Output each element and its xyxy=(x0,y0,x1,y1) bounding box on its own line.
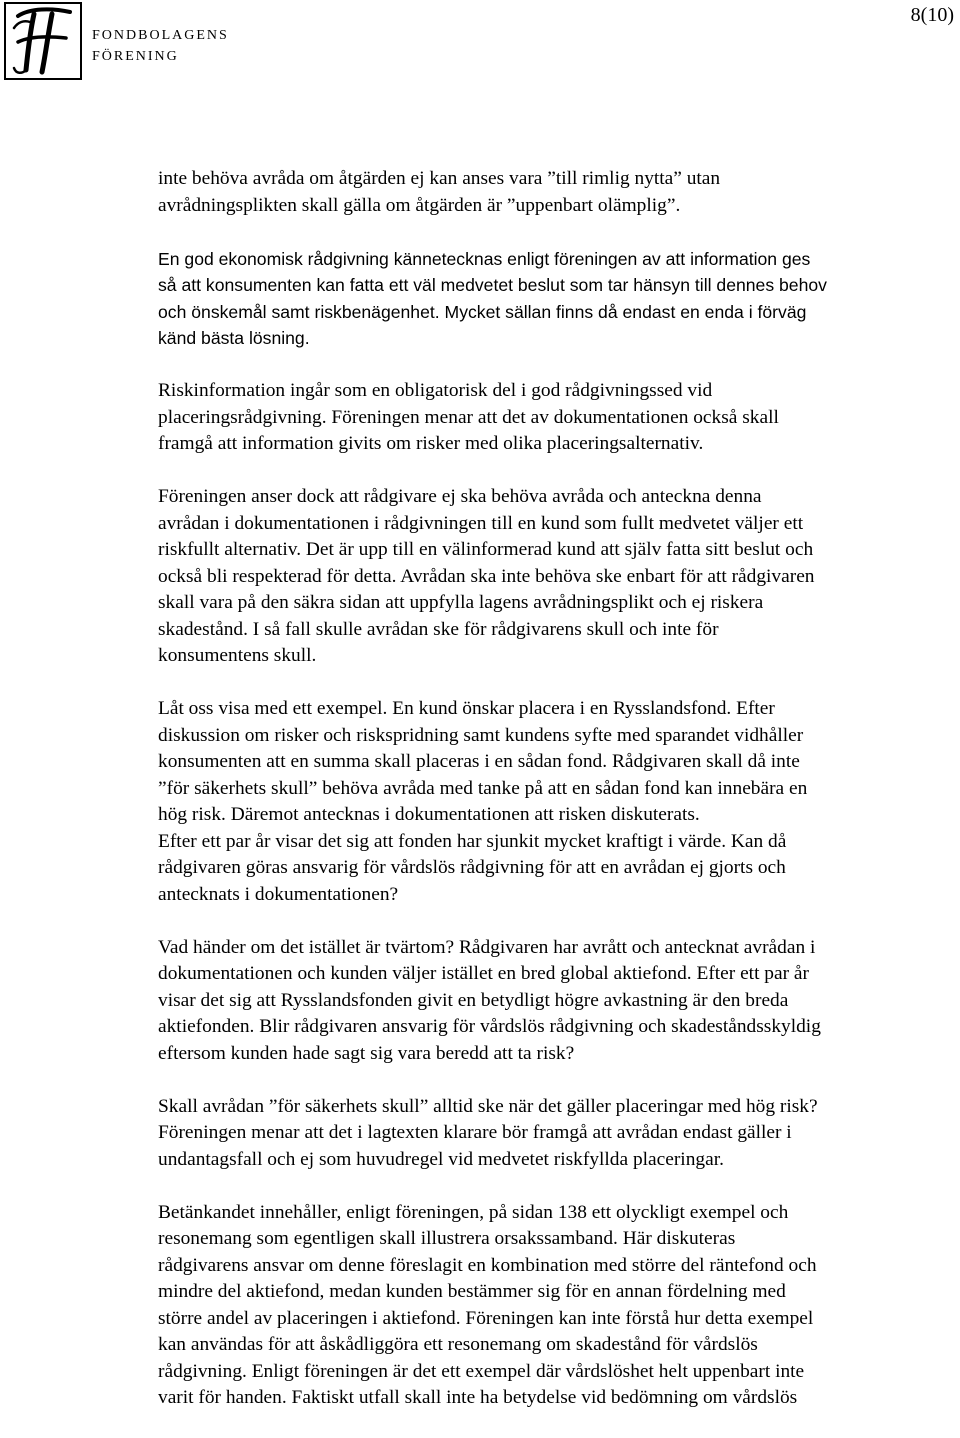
text-line: Skall avrådan ”för säkerhets skull” alltid ske när det gäller placeringar med hög risk? xyxy=(158,1095,818,1117)
text-line: aktiefonden. Blir rådgivaren ansvarig för vårdslös rådgivning och skadeståndsskyldig xyxy=(158,1016,821,1037)
text-line: mindre del aktiefond, medan kunden bestämmer sig för en annan fördelning med xyxy=(158,1281,786,1302)
text-line: Föreningen anser dock att rådgivare ej ska behöva avråda och anteckna denna xyxy=(158,486,762,507)
text-line: visar det sig att Rysslandsfonden givit en betydligt högre avkastning är den breda xyxy=(158,989,789,1011)
organization-name-line2: FÖRENING xyxy=(92,49,179,64)
paragraph-8 xyxy=(158,1200,948,1412)
text-line: konsumenten att en summa skall placeras i en sådan fond. Rådgivaren skall då inte xyxy=(158,751,800,772)
text-line: hög risk. Däremot antecknas i dokumentationen att risken diskuterats. xyxy=(158,804,700,825)
text-line: större andel av placeringen i aktiefond. Föreningen kan inte förstå hur detta exempel xyxy=(158,1307,814,1329)
text-line: rådgivning. Enligt föreningen är det ett exempel där vårdslöshet helt uppenbart inte xyxy=(158,1360,805,1382)
text-line: riskfullt alternativ. Det är upp till en välinformerad kund att själv fatta sitt beslut och xyxy=(158,539,814,560)
text-line: framgå att information givits om risker med olika placeringsalternativ. xyxy=(158,433,704,454)
text-line: kan användas för att åskådliggöra ett resonemang om skadestånd för vårdslös xyxy=(158,1334,758,1355)
text-line: Föreningen menar att det i lagtexten klarare bör framgå att avrådan endast gäller i xyxy=(158,1122,792,1143)
text-line: Vad händer om det istället är tvärtom? Rådgivaren har avrått och antecknat avrådan i xyxy=(158,936,816,958)
text-line: skall vara på den säkra sidan att uppfylla lagens avrådningsplikt och ej riskera xyxy=(158,592,764,613)
paragraph-1 xyxy=(158,166,948,219)
text-line: Riskinformation ingår som en obligatorisk del i god rådgivningssed vid xyxy=(158,380,713,401)
text-line: antecknats i dokumentationen? xyxy=(158,883,399,905)
text-line: skadestånd. I så fall skulle avrådan ske för rådgivarens skull och inte för xyxy=(158,618,719,640)
text-line: rådgivaren göras ansvarig för vårdslös rådgivning för att en avrådan ej gjorts och xyxy=(158,857,786,878)
text-line: inte behöva avråda om åtgärden ej kan anses vara ”till rimlig nytta” utan xyxy=(158,168,721,189)
paragraph-7 xyxy=(158,1094,948,1174)
document-body xyxy=(158,166,948,1438)
fondbolagens-forening-logo xyxy=(4,2,82,80)
organization-name-line1: FONDBOLAGENS xyxy=(92,28,229,43)
text-line: också bli respekterad för detta. Avrådan ska inte behöva ske enbart för att rådgivaren xyxy=(158,565,815,587)
text-line: eftersom kunden hade sagt sig vara beredd att ta risk? xyxy=(158,1042,575,1064)
text-line: Betänkandet innehåller, enligt föreningen, på sidan 138 ett olyckligt exempel och xyxy=(158,1201,789,1223)
text-line: dokumentationen och kunden väljer istället en bred global aktiefond. Efter ett par år xyxy=(158,963,809,984)
text-line: placeringsrådgivning. Föreningen menar att det av dokumentationen också skall xyxy=(158,406,779,428)
organization-name xyxy=(92,25,229,67)
text-line: konsumentens skull. xyxy=(158,645,317,666)
text-line: resonemang som egentligen skall illustrera orsakssamband. Här diskuteras xyxy=(158,1228,736,1249)
text-line: undantagsfall och ej som huvudregel vid medvetet riskfyllda placeringar. xyxy=(158,1148,724,1170)
page-number: 8(10) xyxy=(910,4,954,26)
text-line: Efter ett par år visar det sig att fonden har sjunkit mycket kraftigt i värde. Kan då xyxy=(158,830,787,852)
text-line: ”för säkerhets skull” behöva avråda med tanke på att en sådan fond kan innebära en xyxy=(158,777,808,799)
paragraph-2 xyxy=(158,246,948,352)
text-line: känd bästa lösning. xyxy=(158,328,310,348)
paragraph-6 xyxy=(158,935,948,1068)
text-line: Låt oss visa med ett exempel. En kund önskar placera i en Rysslandsfond. Efter xyxy=(158,698,775,719)
paragraph-3 xyxy=(158,378,948,458)
text-line: så att konsumenten kan fatta ett väl medvetet beslut som tar hänsyn till dennes behov xyxy=(158,275,827,295)
text-line: avrådan i dokumentationen i rådgivningen till en kund som fullt medvetet väljer ett xyxy=(158,512,804,534)
text-line: En god ekonomisk rådgivning kännetecknas enligt föreningen av att information ges xyxy=(158,248,811,269)
text-line: avrådningsplikten skall gälla om åtgärden är ”uppenbart olämplig”. xyxy=(158,194,681,216)
text-line: och önskemål samt riskbenägenhet. Mycket sällan finns då endast en enda i förväg xyxy=(158,301,807,322)
paragraph-4 xyxy=(158,484,948,670)
paragraph-5 xyxy=(158,696,948,908)
text-line: varit för handen. Faktiskt utfall skall inte ha betydelse vid bedömning om vårdslös xyxy=(158,1387,798,1408)
text-line: rådgivarens ansvar om denne föreslagit en kombination med större del räntefond och xyxy=(158,1254,817,1276)
logo-ff-monogram-icon xyxy=(4,2,82,80)
text-line: diskussion om risker och riskspridning samt kundens syfte med sparandet vidhåller xyxy=(158,724,804,746)
